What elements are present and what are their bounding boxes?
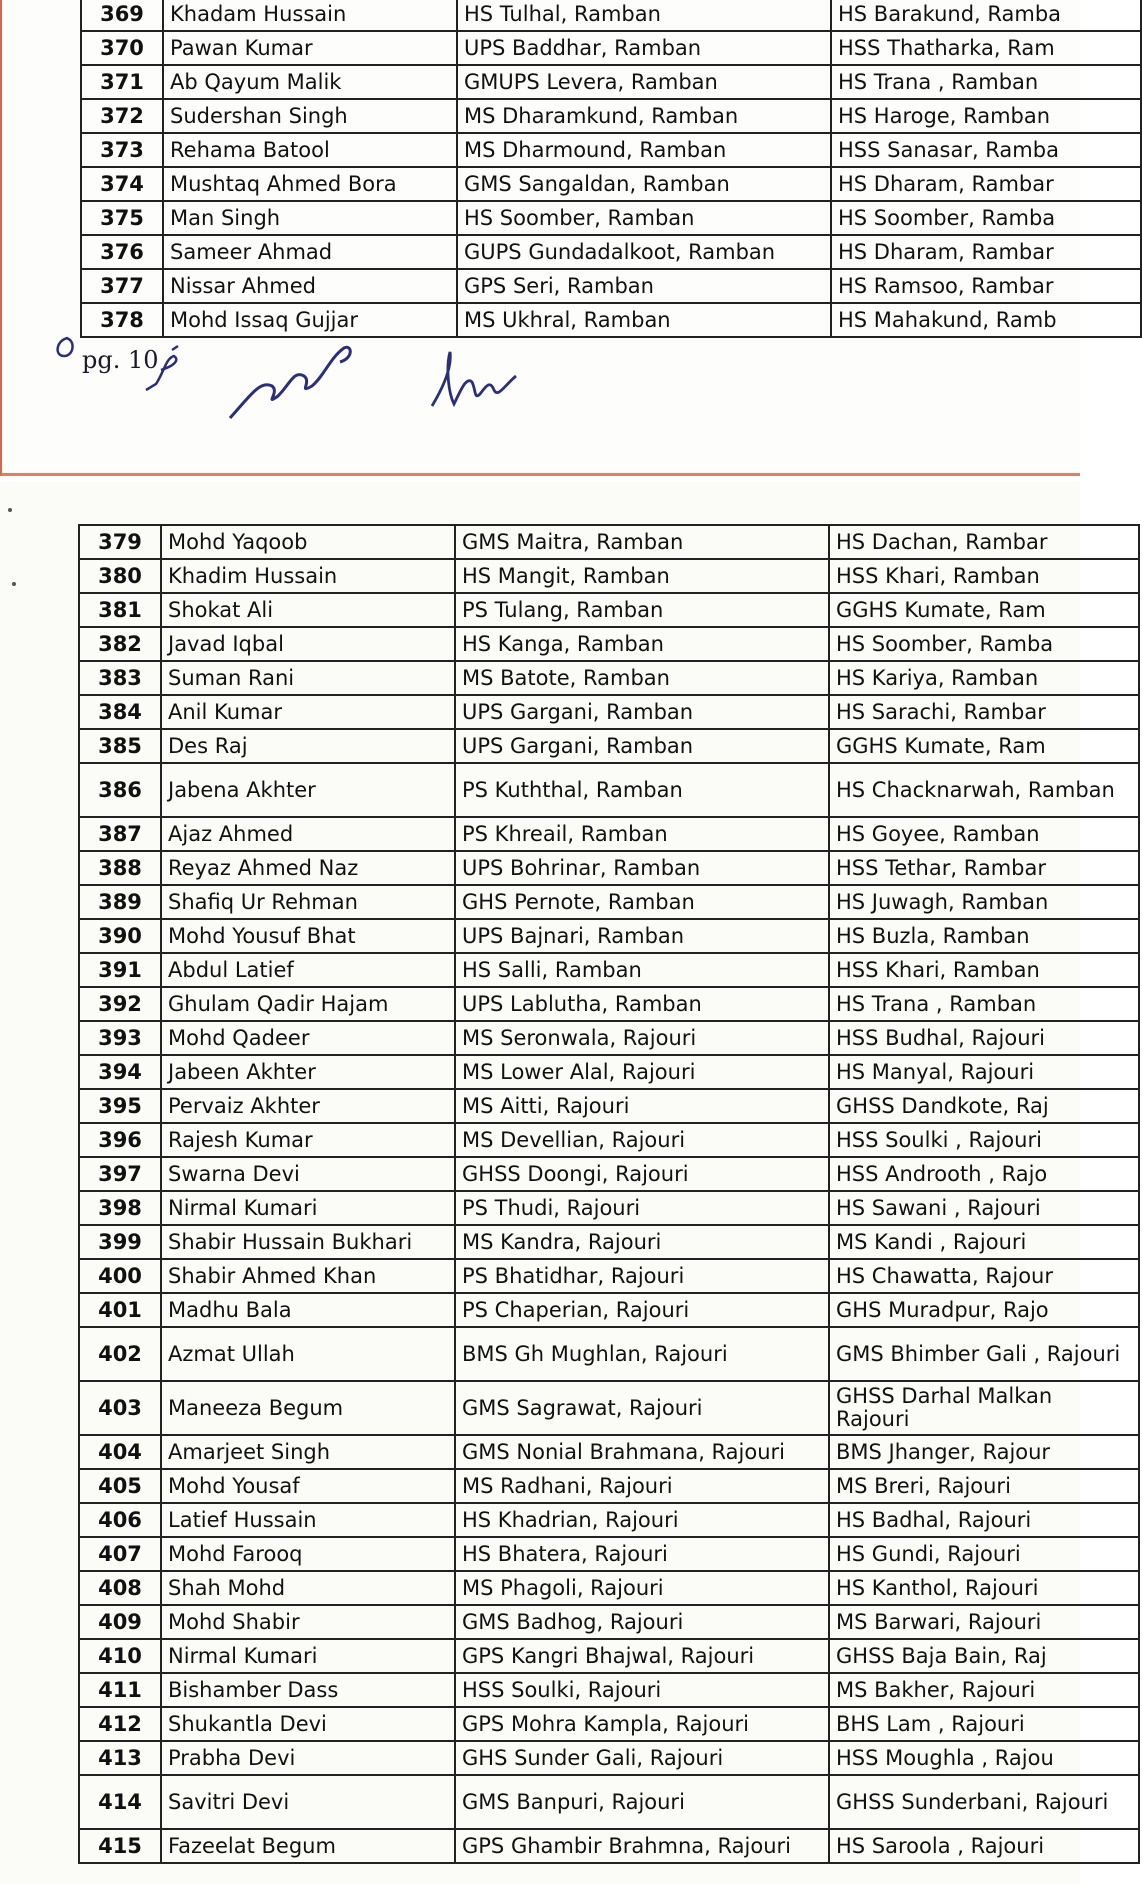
serial-number-cell: 397: [79, 1157, 161, 1191]
new-posting-cell: HS Goyee, Ramban: [829, 817, 1139, 851]
employee-name-cell: Shokat Ali: [161, 593, 455, 627]
serial-number-cell: 403: [79, 1381, 161, 1435]
table-row: [79, 1055, 1139, 1089]
present-posting-cell: GPS Kangri Bhajwal, Rajouri: [455, 1639, 829, 1673]
table-row: [79, 1157, 1139, 1191]
serial-number-cell: 412: [79, 1707, 161, 1741]
new-posting-cell: HS Kariya, Ramban: [829, 661, 1139, 695]
present-posting-cell: GHS Pernote, Ramban: [455, 885, 829, 919]
table-row: [81, 167, 1141, 201]
page-number: pg. 10: [82, 346, 159, 374]
employee-name-cell: Mohd Yousaf: [161, 1469, 455, 1503]
new-posting-cell: MS Breri, Rajouri: [829, 1469, 1139, 1503]
employee-name-cell: Maneeza Begum: [161, 1381, 455, 1435]
employee-name-cell: Anil Kumar: [161, 695, 455, 729]
new-posting-cell: HS Sarachi, Rambar: [829, 695, 1139, 729]
new-posting-cell: HSS Khari, Ramban: [829, 559, 1139, 593]
transfer-table-top: [80, 0, 1142, 338]
serial-number-cell: 414: [79, 1775, 161, 1829]
new-posting-cell: HS Dharam, Rambar: [831, 167, 1141, 201]
signature-3: [424, 346, 534, 416]
present-posting-cell: HS Soomber, Ramban: [457, 201, 831, 235]
employee-name-cell: Mushtaq Ahmed Bora: [163, 167, 457, 201]
present-posting-cell: PS Chaperian, Rajouri: [455, 1293, 829, 1327]
new-posting-cell: MS Kandi , Rajouri: [829, 1225, 1139, 1259]
serial-number-cell: 380: [79, 559, 161, 593]
new-posting-cell: HSS Androoth , Rajo: [829, 1157, 1139, 1191]
employee-name-cell: Des Raj: [161, 729, 455, 763]
present-posting-cell: GMS Badhog, Rajouri: [455, 1605, 829, 1639]
serial-number-cell: 387: [79, 817, 161, 851]
serial-number-cell: 389: [79, 885, 161, 919]
employee-name-cell: Reyaz Ahmed Naz: [161, 851, 455, 885]
present-posting-cell: GHS Sunder Gali, Rajouri: [455, 1741, 829, 1775]
table-row: [79, 1741, 1139, 1775]
present-posting-cell: MS Dharmound, Ramban: [457, 133, 831, 167]
present-posting-cell: HS Bhatera, Rajouri: [455, 1537, 829, 1571]
table-row: [79, 1537, 1139, 1571]
table-row: [81, 133, 1141, 167]
new-posting-cell: MS Barwari, Rajouri: [829, 1605, 1139, 1639]
employee-name-cell: Pervaiz Akhter: [161, 1089, 455, 1123]
present-posting-cell: GMS Nonial Brahmana, Rajouri: [455, 1435, 829, 1469]
serial-number-cell: 373: [81, 133, 163, 167]
table-row: [81, 99, 1141, 133]
present-posting-cell: PS Thudi, Rajouri: [455, 1191, 829, 1225]
serial-number-cell: 392: [79, 987, 161, 1021]
scan-speck: [12, 582, 16, 586]
new-posting-cell: HS Dachan, Rambar: [829, 525, 1139, 559]
employee-name-cell: Mohd Yaqoob: [161, 525, 455, 559]
employee-name-cell: Mohd Issaq Gujjar: [163, 303, 457, 337]
serial-number-cell: 395: [79, 1089, 161, 1123]
serial-number-cell: 408: [79, 1571, 161, 1605]
employee-name-cell: Khadim Hussain: [161, 559, 455, 593]
present-posting-cell: GPS Mohra Kampla, Rajouri: [455, 1707, 829, 1741]
serial-number-cell: 382: [79, 627, 161, 661]
serial-number-cell: 405: [79, 1469, 161, 1503]
serial-number-cell: 404: [79, 1435, 161, 1469]
present-posting-cell: BMS Gh Mughlan, Rajouri: [455, 1327, 829, 1381]
new-posting-cell: HSS Soulki , Rajouri: [829, 1123, 1139, 1157]
present-posting-cell: GPS Ghambir Brahmna, Rajouri: [455, 1829, 829, 1863]
serial-number-cell: 375: [81, 201, 163, 235]
table-row: [81, 303, 1141, 337]
new-posting-cell: HSS Thatharka, Ram: [831, 31, 1141, 65]
employee-name-cell: Shafiq Ur Rehman: [161, 885, 455, 919]
present-posting-cell: PS Kuththal, Ramban: [455, 763, 829, 817]
new-posting-cell: HS Haroge, Ramban: [831, 99, 1141, 133]
employee-name-cell: Jabeen Akhter: [161, 1055, 455, 1089]
employee-name-cell: Prabha Devi: [161, 1741, 455, 1775]
serial-number-cell: 413: [79, 1741, 161, 1775]
present-posting-cell: GMS Sagrawat, Rajouri: [455, 1381, 829, 1435]
employee-name-cell: Rehama Batool: [163, 133, 457, 167]
new-posting-cell: HSS Moughla , Rajou: [829, 1741, 1139, 1775]
serial-number-cell: 374: [81, 167, 163, 201]
employee-name-cell: Fazeelat Begum: [161, 1829, 455, 1863]
present-posting-cell: MS Dharamkund, Ramban: [457, 99, 831, 133]
serial-number-cell: 401: [79, 1293, 161, 1327]
table-row: [79, 1293, 1139, 1327]
new-posting-cell: HS Juwagh, Ramban: [829, 885, 1139, 919]
present-posting-cell: GUPS Gundadalkoot, Ramban: [457, 235, 831, 269]
present-posting-cell: HS Mangit, Ramban: [455, 559, 829, 593]
present-posting-cell: HS Khadrian, Rajouri: [455, 1503, 829, 1537]
serial-number-cell: 411: [79, 1673, 161, 1707]
present-posting-cell: UPS Lablutha, Ramban: [455, 987, 829, 1021]
new-posting-cell: HS Mahakund, Ramb: [831, 303, 1141, 337]
table-row: [79, 1381, 1139, 1435]
serial-number-cell: 383: [79, 661, 161, 695]
serial-number-cell: 410: [79, 1639, 161, 1673]
new-posting-cell: BMS Jhanger, Rajour: [829, 1435, 1139, 1469]
employee-name-cell: Rajesh Kumar: [161, 1123, 455, 1157]
new-posting-cell: HSS Khari, Ramban: [829, 953, 1139, 987]
employee-name-cell: Shah Mohd: [161, 1571, 455, 1605]
employee-name-cell: Madhu Bala: [161, 1293, 455, 1327]
new-posting-cell: GHS Muradpur, Rajo: [829, 1293, 1139, 1327]
table-row: [79, 1123, 1139, 1157]
present-posting-cell: MS Ukhral, Ramban: [457, 303, 831, 337]
new-posting-cell: BHS Lam , Rajouri: [829, 1707, 1139, 1741]
table-row: [79, 851, 1139, 885]
new-posting-cell: GMS Bhimber Gali , Rajouri: [829, 1327, 1139, 1381]
serial-number-cell: 390: [79, 919, 161, 953]
employee-name-cell: Savitri Devi: [161, 1775, 455, 1829]
table-row: [79, 1327, 1139, 1381]
employee-name-cell: Khadam Hussain: [163, 0, 457, 31]
present-posting-cell: HS Salli, Ramban: [455, 953, 829, 987]
present-posting-cell: GMUPS Levera, Ramban: [457, 65, 831, 99]
serial-number-cell: 396: [79, 1123, 161, 1157]
present-posting-cell: MS Lower Alal, Rajouri: [455, 1055, 829, 1089]
present-posting-cell: GMS Banpuri, Rajouri: [455, 1775, 829, 1829]
new-posting-cell: HSS Tethar, Rambar: [829, 851, 1139, 885]
new-posting-cell: HS Sawani , Rajouri: [829, 1191, 1139, 1225]
new-posting-cell: HS Trana , Ramban: [829, 987, 1139, 1021]
present-posting-cell: UPS Gargani, Ramban: [455, 695, 829, 729]
table-row: [79, 1191, 1139, 1225]
employee-name-cell: Nirmal Kumari: [161, 1191, 455, 1225]
new-posting-cell: HSS Budhal, Rajouri: [829, 1021, 1139, 1055]
table-row: [81, 31, 1141, 65]
present-posting-cell: UPS Bohrinar, Ramban: [455, 851, 829, 885]
table-row: [79, 1021, 1139, 1055]
table-row: [79, 1225, 1139, 1259]
new-posting-cell: HS Chacknarwah, Ramban: [829, 763, 1139, 817]
serial-number-cell: 384: [79, 695, 161, 729]
table-row: [79, 885, 1139, 919]
table-row: [79, 593, 1139, 627]
table-row: [79, 559, 1139, 593]
serial-number-cell: 369: [81, 0, 163, 31]
serial-number-cell: 376: [81, 235, 163, 269]
new-posting-cell: GGHS Kumate, Ram: [829, 593, 1139, 627]
serial-number-cell: 378: [81, 303, 163, 337]
serial-number-cell: 406: [79, 1503, 161, 1537]
table-row: [79, 1089, 1139, 1123]
employee-name-cell: Mohd Yousuf Bhat: [161, 919, 455, 953]
serial-number-cell: 391: [79, 953, 161, 987]
employee-name-cell: Shabir Ahmed Khan: [161, 1259, 455, 1293]
table-row: [79, 1571, 1139, 1605]
table-row: [79, 729, 1139, 763]
table-row: [81, 201, 1141, 235]
present-posting-cell: MS Kandra, Rajouri: [455, 1225, 829, 1259]
table-row: [79, 1673, 1139, 1707]
employee-name-cell: Sameer Ahmad: [163, 235, 457, 269]
serial-number-cell: 379: [79, 525, 161, 559]
table-row: [79, 1707, 1139, 1741]
new-posting-cell: GHSS Dandkote, Raj: [829, 1089, 1139, 1123]
new-posting-cell: GHSS Darhal Malkan Rajouri: [829, 1381, 1139, 1435]
table-row: [79, 1775, 1139, 1829]
table-row: [79, 695, 1139, 729]
serial-number-cell: 371: [81, 65, 163, 99]
table-row: [79, 919, 1139, 953]
new-posting-cell: MS Bakher, Rajouri: [829, 1673, 1139, 1707]
table-row: [81, 65, 1141, 99]
table-row: [81, 235, 1141, 269]
present-posting-cell: MS Devellian, Rajouri: [455, 1123, 829, 1157]
employee-name-cell: Swarna Devi: [161, 1157, 455, 1191]
employee-name-cell: Man Singh: [163, 201, 457, 235]
employee-name-cell: Javad Iqbal: [161, 627, 455, 661]
table-row: [79, 817, 1139, 851]
new-posting-cell: HS Chawatta, Rajour: [829, 1259, 1139, 1293]
table-row: [79, 1259, 1139, 1293]
serial-number-cell: 400: [79, 1259, 161, 1293]
new-posting-cell: HS Soomber, Ramba: [831, 201, 1141, 235]
serial-number-cell: 415: [79, 1829, 161, 1863]
new-posting-cell: HS Ramsoo, Rambar: [831, 269, 1141, 303]
serial-number-cell: 399: [79, 1225, 161, 1259]
serial-number-cell: 381: [79, 593, 161, 627]
new-posting-cell: HS Barakund, Ramba: [831, 0, 1141, 31]
employee-name-cell: Mohd Farooq: [161, 1537, 455, 1571]
present-posting-cell: MS Batote, Ramban: [455, 661, 829, 695]
table-row: [81, 269, 1141, 303]
transfer-table-bottom: [78, 524, 1140, 1864]
serial-number-cell: 377: [81, 269, 163, 303]
present-posting-cell: GHSS Doongi, Rajouri: [455, 1157, 829, 1191]
new-posting-cell: HS Dharam, Rambar: [831, 235, 1141, 269]
employee-name-cell: Amarjeet Singh: [161, 1435, 455, 1469]
new-posting-cell: HS Manyal, Rajouri: [829, 1055, 1139, 1089]
present-posting-cell: PS Tulang, Ramban: [455, 593, 829, 627]
employee-name-cell: Bishamber Dass: [161, 1673, 455, 1707]
table-row: [79, 987, 1139, 1021]
employee-name-cell: Nirmal Kumari: [161, 1639, 455, 1673]
present-posting-cell: UPS Gargani, Ramban: [455, 729, 829, 763]
table-row: [81, 0, 1141, 31]
employee-name-cell: Shabir Hussain Bukhari: [161, 1225, 455, 1259]
present-posting-cell: UPS Bajnari, Ramban: [455, 919, 829, 953]
employee-name-cell: Nissar Ahmed: [163, 269, 457, 303]
table-row: [79, 1503, 1139, 1537]
serial-number-cell: 370: [81, 31, 163, 65]
table-row: [79, 1435, 1139, 1469]
signature-1: [46, 326, 186, 396]
employee-name-cell: Ghulam Qadir Hajam: [161, 987, 455, 1021]
present-posting-cell: GPS Seri, Ramban: [457, 269, 831, 303]
employee-name-cell: Latief Hussain: [161, 1503, 455, 1537]
table-row: [79, 953, 1139, 987]
present-posting-cell: HS Kanga, Ramban: [455, 627, 829, 661]
serial-number-cell: 393: [79, 1021, 161, 1055]
present-posting-cell: UPS Baddhar, Ramban: [457, 31, 831, 65]
new-posting-cell: GHSS Sunderbani, Rajouri: [829, 1775, 1139, 1829]
document-page-top: [0, 0, 1080, 476]
employee-name-cell: Suman Rani: [161, 661, 455, 695]
table-row: [79, 1639, 1139, 1673]
present-posting-cell: MS Phagoli, Rajouri: [455, 1571, 829, 1605]
table-row: [79, 1605, 1139, 1639]
present-posting-cell: MS Radhani, Rajouri: [455, 1469, 829, 1503]
serial-number-cell: 409: [79, 1605, 161, 1639]
present-posting-cell: PS Khreail, Ramban: [455, 817, 829, 851]
present-posting-cell: MS Aitti, Rajouri: [455, 1089, 829, 1123]
employee-name-cell: Ajaz Ahmed: [161, 817, 455, 851]
present-posting-cell: GMS Sangaldan, Ramban: [457, 167, 831, 201]
employee-name-cell: Pawan Kumar: [163, 31, 457, 65]
table-row: [79, 525, 1139, 559]
present-posting-cell: PS Bhatidhar, Rajouri: [455, 1259, 829, 1293]
present-posting-cell: MS Seronwala, Rajouri: [455, 1021, 829, 1055]
serial-number-cell: 402: [79, 1327, 161, 1381]
document-page-bottom: [0, 482, 1121, 1884]
serial-number-cell: 407: [79, 1537, 161, 1571]
new-posting-cell: GHSS Baja Bain, Raj: [829, 1639, 1139, 1673]
new-posting-cell: HS Trana , Ramban: [831, 65, 1141, 99]
table-row: [79, 1829, 1139, 1863]
table-row: [79, 661, 1139, 695]
employee-name-cell: Azmat Ullah: [161, 1327, 455, 1381]
table-row: [79, 627, 1139, 661]
serial-number-cell: 385: [79, 729, 161, 763]
new-posting-cell: HS Buzla, Ramban: [829, 919, 1139, 953]
present-posting-cell: GMS Maitra, Ramban: [455, 525, 829, 559]
new-posting-cell: GGHS Kumate, Ram: [829, 729, 1139, 763]
employee-name-cell: Mohd Qadeer: [161, 1021, 455, 1055]
serial-number-cell: 388: [79, 851, 161, 885]
serial-number-cell: 398: [79, 1191, 161, 1225]
employee-name-cell: Shukantla Devi: [161, 1707, 455, 1741]
scan-speck: [8, 508, 12, 512]
serial-number-cell: 386: [79, 763, 161, 817]
new-posting-cell: HS Soomber, Ramba: [829, 627, 1139, 661]
new-posting-cell: HS Saroola , Rajouri: [829, 1829, 1139, 1863]
table-row: [79, 763, 1139, 817]
new-posting-cell: HS Kanthol, Rajouri: [829, 1571, 1139, 1605]
table-row: [79, 1469, 1139, 1503]
present-posting-cell: HS Tulhal, Ramban: [457, 0, 831, 31]
present-posting-cell: HSS Soulki, Rajouri: [455, 1673, 829, 1707]
employee-name-cell: Ab Qayum Malik: [163, 65, 457, 99]
new-posting-cell: HS Badhal, Rajouri: [829, 1503, 1139, 1537]
employee-name-cell: Mohd Shabir: [161, 1605, 455, 1639]
serial-number-cell: 394: [79, 1055, 161, 1089]
employee-name-cell: Sudershan Singh: [163, 99, 457, 133]
employee-name-cell: Abdul Latief: [161, 953, 455, 987]
signature-2: [220, 336, 360, 426]
serial-number-cell: 372: [81, 99, 163, 133]
new-posting-cell: HSS Sanasar, Ramba: [831, 133, 1141, 167]
employee-name-cell: Jabena Akhter: [161, 763, 455, 817]
new-posting-cell: HS Gundi, Rajouri: [829, 1537, 1139, 1571]
